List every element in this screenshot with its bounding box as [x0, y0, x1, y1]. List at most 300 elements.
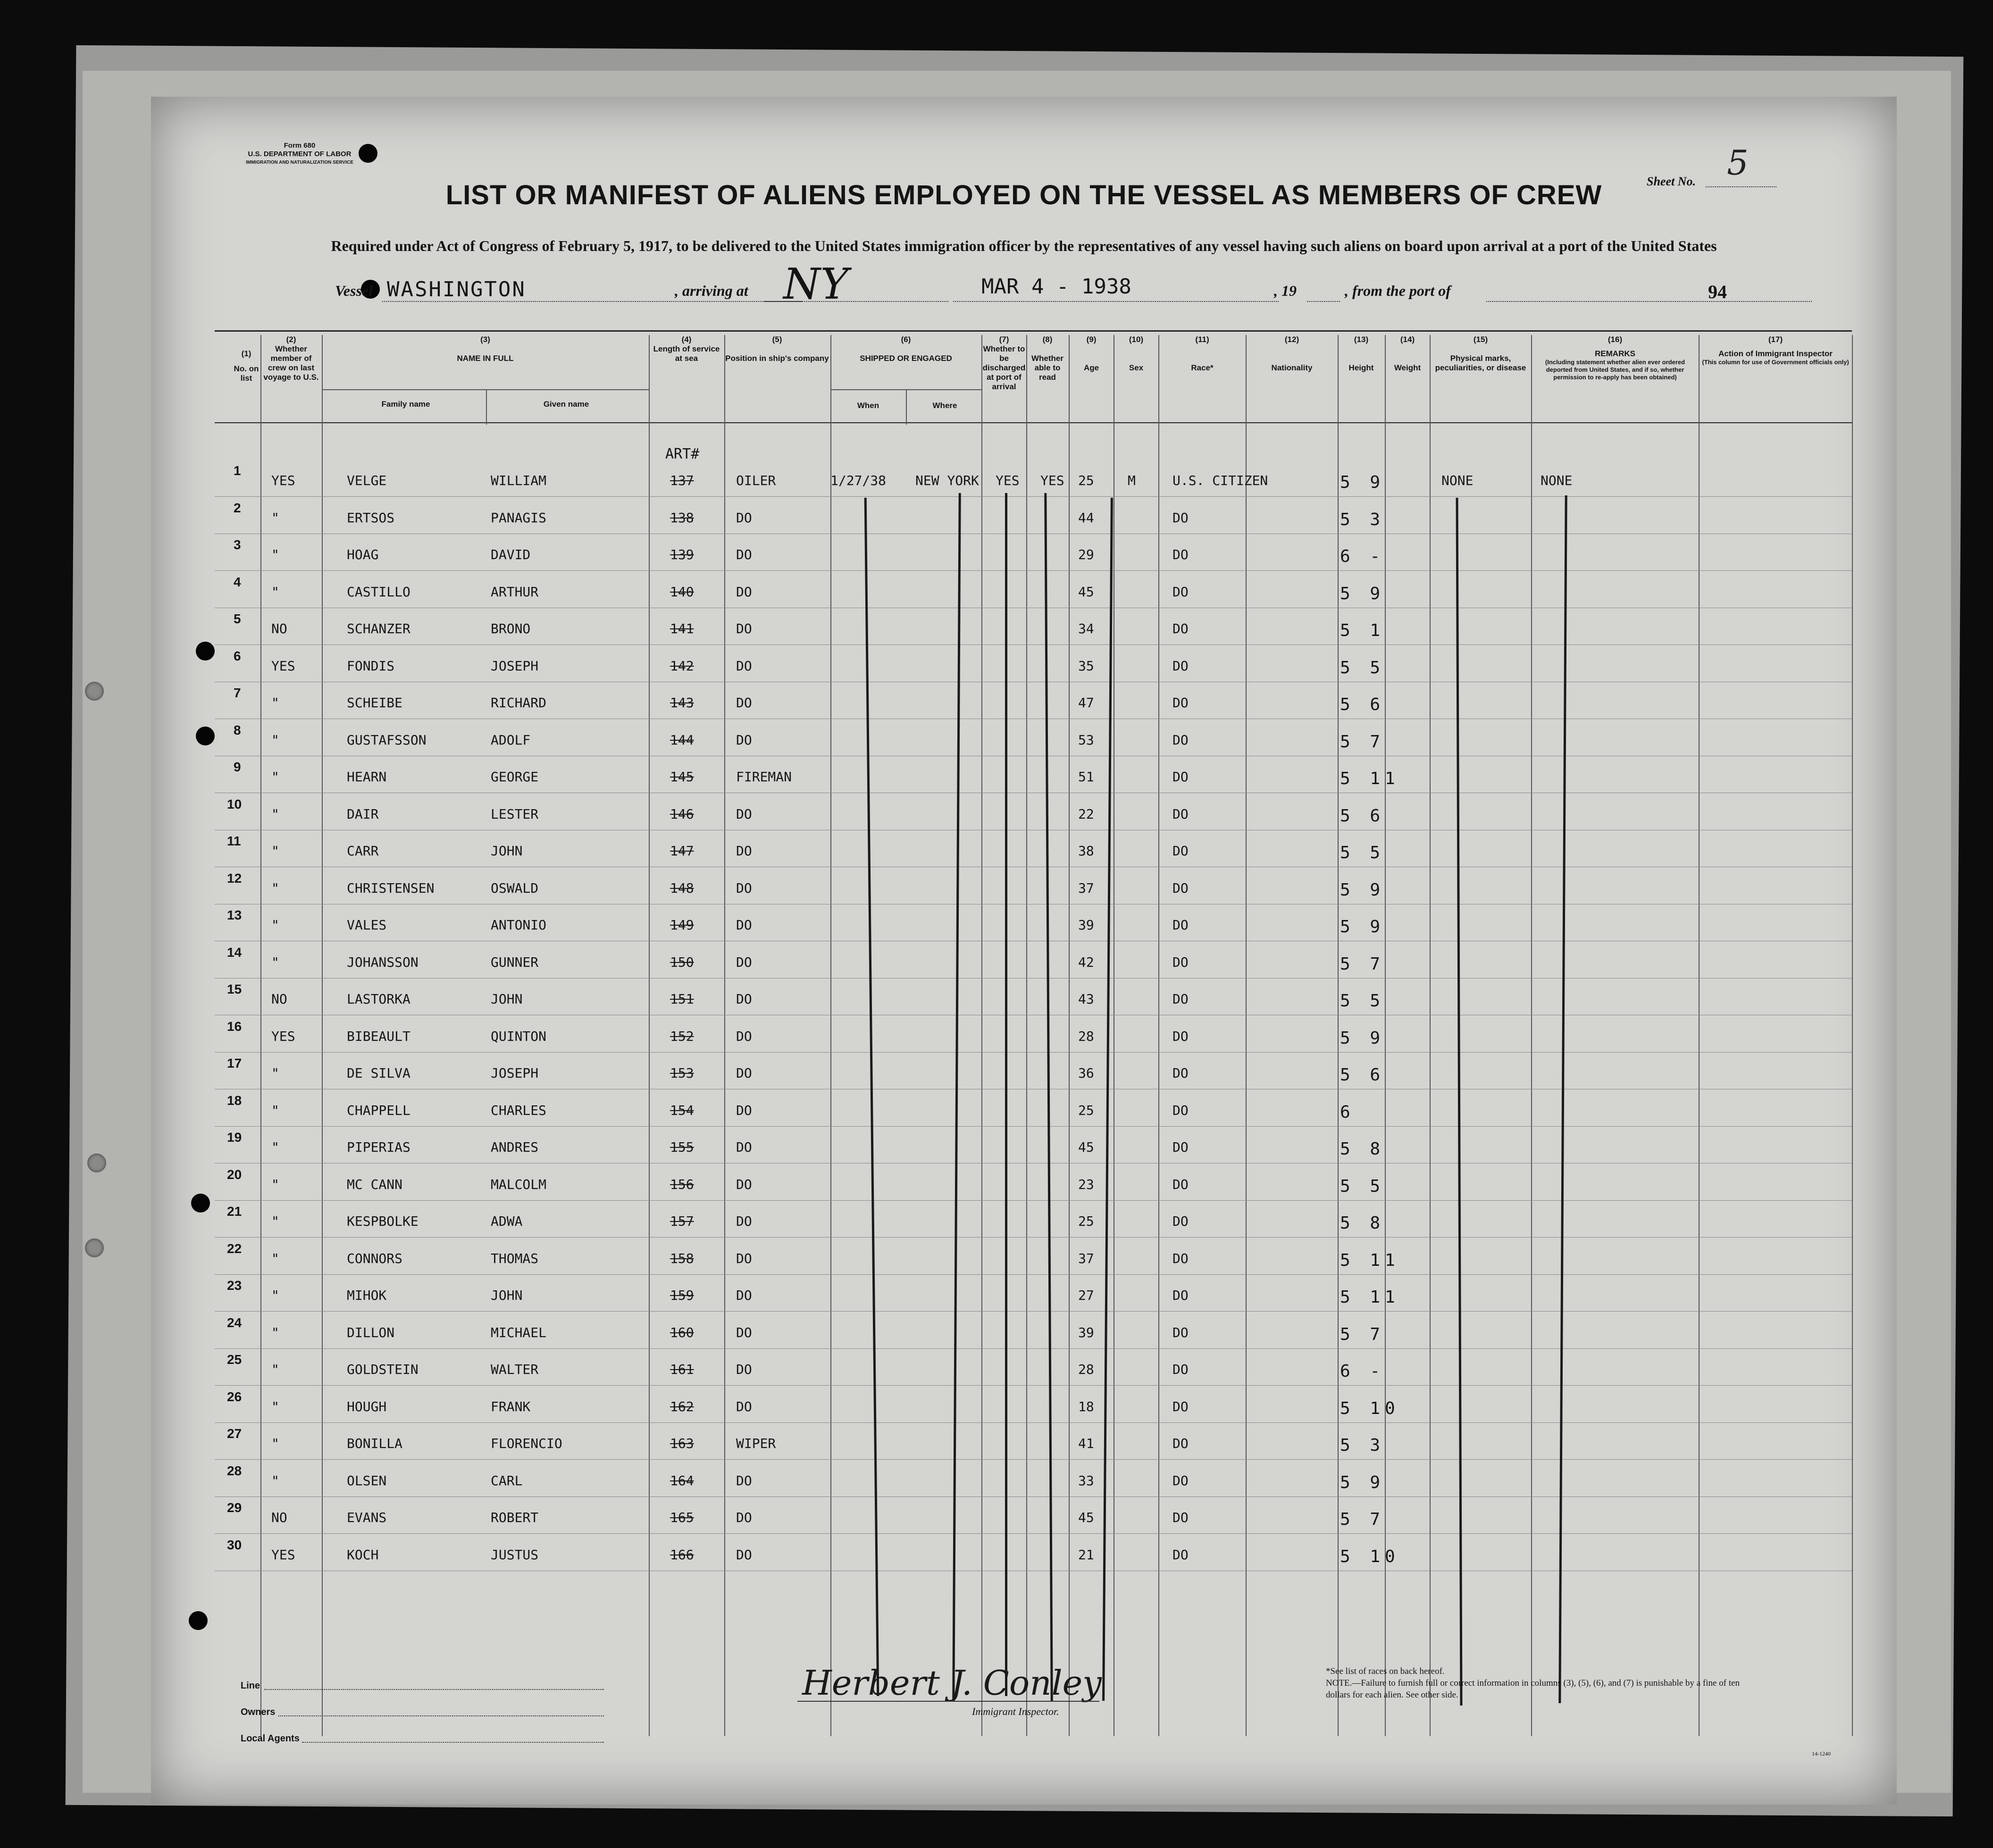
header-shipped-or-engaged: (6) SHIPPED OR ENGAGED: [860, 335, 952, 363]
position: WIPER: [736, 1436, 776, 1451]
table-row: [151, 500, 1897, 541]
header-race: (11) Race*: [1191, 335, 1214, 372]
table-row: [151, 908, 1897, 948]
header-physical-marks: (15) Physical marks, peculiarities, or disease: [1435, 335, 1526, 372]
age: 47: [1078, 695, 1094, 711]
given-name: GUNNER: [491, 954, 539, 970]
punch-hole: [87, 1154, 106, 1172]
age: 18: [1078, 1398, 1094, 1414]
table-row: [151, 982, 1897, 1022]
length-of-service: 161: [670, 1362, 694, 1377]
age: 33: [1078, 1472, 1094, 1488]
length-of-service: 150: [670, 954, 694, 970]
given-name: ADWA: [491, 1213, 523, 1229]
page-number: 94: [1708, 281, 1727, 302]
length-of-service: 149: [670, 917, 694, 933]
age: 39: [1078, 1324, 1094, 1340]
position: DO: [736, 880, 752, 896]
given-name: OSWALD: [491, 880, 539, 896]
height: 6 -: [1340, 1362, 1385, 1381]
table-row: [151, 574, 1897, 615]
table-row: [151, 1204, 1897, 1245]
position: DO: [736, 954, 752, 970]
art-label: ART#: [665, 446, 700, 462]
previous-voyage: ": [271, 1324, 279, 1340]
height: 5 5: [1340, 991, 1385, 1011]
race: DO: [1172, 1324, 1189, 1340]
row-number: 29: [227, 1500, 242, 1515]
previous-voyage: ": [271, 843, 279, 859]
family-name: LASTORKA: [347, 991, 410, 1007]
given-name: JUSTUS: [491, 1547, 539, 1563]
length-of-service: 140: [670, 584, 694, 600]
table-row: [151, 611, 1897, 652]
given-name: WALTER: [491, 1362, 539, 1377]
owners-field: [278, 1715, 604, 1716]
height: 5 5: [1340, 658, 1385, 677]
previous-voyage: YES: [271, 1028, 295, 1044]
position: FIREMAN: [736, 769, 792, 785]
row-number: 9: [234, 760, 241, 774]
age: 42: [1078, 954, 1094, 970]
family-name: CARR: [347, 843, 379, 859]
height: 6 -: [1340, 547, 1385, 566]
race: DO: [1172, 769, 1189, 785]
family-name: PIPERIAS: [347, 1139, 410, 1155]
length-of-service: 146: [670, 806, 694, 822]
table-row: [151, 834, 1897, 874]
age: 25: [1078, 1213, 1094, 1229]
row-number: 17: [227, 1056, 242, 1070]
length-of-service: 145: [670, 769, 694, 785]
row-number: 23: [227, 1278, 242, 1293]
header-length-of-service: (4) Length of service at sea: [653, 335, 720, 363]
header-able-to-read: (8) Whether able to read: [1031, 335, 1063, 382]
age: 38: [1078, 843, 1094, 859]
given-name: ROBERT: [491, 1510, 539, 1525]
age: 44: [1078, 510, 1094, 526]
given-name: ANDRES: [491, 1139, 539, 1155]
previous-voyage: NO: [271, 621, 287, 636]
position: DO: [736, 1398, 752, 1414]
previous-voyage: ": [271, 695, 279, 711]
position: DO: [736, 1472, 752, 1488]
position: DO: [736, 1139, 752, 1155]
position: DO: [736, 917, 752, 933]
table-row: [151, 1426, 1897, 1467]
height: 5 6: [1340, 1065, 1385, 1085]
length-of-service: 152: [670, 1028, 694, 1044]
form-identifier: [224, 142, 375, 167]
family-name: HOUGH: [347, 1398, 387, 1414]
inspector-label: Immigrant Inspector.: [972, 1706, 1059, 1717]
length-of-service: 143: [670, 695, 694, 711]
race: DO: [1172, 843, 1189, 859]
row-number: 11: [227, 834, 241, 848]
sheet-number: 5: [1727, 143, 1749, 183]
height: 5 8: [1340, 1213, 1385, 1233]
table-row: [151, 463, 1897, 504]
shipped-when: 1/27/38: [830, 473, 887, 488]
arrival-date: MAR 4 - 1938: [981, 275, 1131, 299]
footnote-penalty: NOTE.—Failure to furnish full or correct information in columns (3), (5), (6), and (7) is punishable by a fine of ten dollars for each alien. See other side.: [1326, 1678, 1740, 1700]
length-of-service: 164: [670, 1472, 694, 1488]
arriving-label: , arriving at: [675, 282, 748, 299]
family-name: GUSTAFSSON: [347, 732, 427, 748]
position: DO: [736, 621, 752, 636]
race: DO: [1172, 954, 1189, 970]
given-name: WILLIAM: [491, 473, 547, 488]
previous-voyage: ": [271, 732, 279, 748]
row-number: 7: [234, 686, 241, 700]
table-row: [151, 1463, 1897, 1504]
header-when: When: [857, 401, 879, 410]
previous-voyage: ": [271, 1398, 279, 1414]
height: 5 6: [1340, 695, 1385, 714]
height: 5 10: [1340, 1547, 1400, 1566]
table-row: [151, 1315, 1897, 1356]
age: 37: [1078, 1250, 1094, 1266]
table-row: [151, 796, 1897, 837]
previous-voyage: ": [271, 1213, 279, 1229]
family-name: DE SILVA: [347, 1065, 410, 1081]
row-number: 3: [234, 537, 241, 552]
position: DO: [736, 658, 752, 674]
owners-label: Owners: [241, 1707, 276, 1717]
name-subheader-divider: [486, 389, 487, 425]
given-name: GEORGE: [491, 769, 539, 785]
family-name: CONNORS: [347, 1250, 403, 1266]
age: 53: [1078, 732, 1094, 748]
position: DO: [736, 584, 752, 600]
family-name: BIBEAULT: [347, 1028, 410, 1044]
previous-voyage: ": [271, 806, 279, 822]
shipped-subheader-divider: [906, 389, 907, 425]
age: 23: [1078, 1176, 1094, 1192]
header-where: Where: [932, 401, 957, 410]
given-name: JOHN: [491, 991, 523, 1007]
race: DO: [1172, 1288, 1189, 1303]
table-row: [151, 870, 1897, 911]
previous-voyage: ": [271, 584, 279, 600]
length-of-service: 157: [670, 1213, 694, 1229]
previous-voyage: YES: [271, 1547, 295, 1563]
height: 5 5: [1340, 843, 1385, 862]
row-number: 21: [227, 1204, 242, 1219]
length-of-service: 147: [670, 843, 694, 859]
position: DO: [736, 1065, 752, 1081]
punch-hole: [85, 682, 104, 701]
row-number: 22: [227, 1241, 242, 1256]
given-name: LESTER: [491, 806, 539, 822]
race: DO: [1172, 695, 1189, 711]
given-name: FRANK: [491, 1398, 531, 1414]
row-number: 20: [227, 1167, 242, 1182]
given-name: ARTHUR: [491, 584, 539, 600]
previous-voyage: NO: [271, 1510, 287, 1525]
row-number: 13: [227, 908, 242, 922]
header-list-no: (1) No. on list: [234, 349, 259, 383]
length-of-service: 142: [670, 658, 694, 674]
row-number: 28: [227, 1463, 242, 1478]
previous-voyage: ": [271, 1250, 279, 1266]
height: 5 7: [1340, 732, 1385, 752]
position: OILER: [736, 473, 776, 488]
header-weight: (14) Weight: [1394, 335, 1421, 372]
physical-marks: NONE: [1441, 473, 1474, 488]
family-name: VELGE: [347, 473, 387, 488]
position: DO: [736, 1250, 752, 1266]
previous-voyage: ": [271, 1065, 279, 1081]
race: DO: [1172, 547, 1189, 562]
table-row: [151, 1537, 1897, 1578]
table-row: [151, 648, 1897, 689]
age: 34: [1078, 621, 1094, 636]
previous-voyage: ": [271, 917, 279, 933]
previous-voyage: ": [271, 1139, 279, 1155]
length-of-service: 137: [670, 473, 694, 488]
given-name: QUINTON: [491, 1028, 547, 1044]
race: DO: [1172, 1362, 1189, 1377]
length-of-service: 139: [670, 547, 694, 562]
row-number: 24: [227, 1315, 242, 1330]
age: 45: [1078, 1510, 1094, 1525]
position: DO: [736, 547, 752, 562]
height: 5 3: [1340, 1436, 1385, 1455]
age: 45: [1078, 1139, 1094, 1155]
height: 5 10: [1340, 1398, 1400, 1418]
header-remarks: (16) REMARKS (Including statement whether alien ever ordered deported from United States, and if so, whether permission to re-apply has been obtained): [1545, 335, 1685, 381]
row-number: 5: [234, 611, 241, 626]
age: 22: [1078, 806, 1094, 822]
race: DO: [1172, 584, 1189, 600]
height: 5 1: [1340, 621, 1385, 640]
vessel-info-row: [151, 259, 1897, 309]
length-of-service: 162: [670, 1398, 694, 1414]
height: 5 3: [1340, 510, 1385, 529]
age: 29: [1078, 547, 1094, 562]
age: 41: [1078, 1436, 1094, 1451]
position: DO: [736, 1362, 752, 1377]
table-row: [151, 1093, 1897, 1134]
year-line: [1307, 301, 1340, 302]
age: 25: [1078, 1102, 1094, 1118]
length-of-service: 138: [670, 510, 694, 526]
given-name: DAVID: [491, 547, 531, 562]
height: 5 9: [1340, 917, 1385, 937]
previous-voyage: ": [271, 1436, 279, 1451]
shipped-where: NEW YORK: [915, 473, 979, 488]
height: 5 11: [1340, 1250, 1400, 1270]
length-of-service: 156: [670, 1176, 694, 1192]
family-name: KOCH: [347, 1547, 379, 1563]
row-number: 18: [227, 1093, 242, 1108]
given-name: FLORENCIO: [491, 1436, 562, 1451]
length-of-service: 154: [670, 1102, 694, 1118]
family-name: CASTILLO: [347, 584, 410, 600]
row-number: 25: [227, 1352, 242, 1367]
row-number: 27: [227, 1426, 242, 1441]
table-row: [151, 1130, 1897, 1171]
table-row: [151, 1241, 1897, 1282]
department-name: U.S. DEPARTMENT OF LABOR: [248, 150, 352, 158]
signature-line: [797, 1701, 1099, 1702]
previous-voyage: YES: [271, 473, 295, 488]
length-of-service: 151: [670, 991, 694, 1007]
age: 28: [1078, 1028, 1094, 1044]
sex: M: [1128, 473, 1136, 488]
footnote-races: *See list of races on back hereof.: [1326, 1666, 1445, 1676]
previous-voyage: ": [271, 1288, 279, 1303]
race: DO: [1172, 806, 1189, 822]
race: DO: [1172, 991, 1189, 1007]
age: 43: [1078, 991, 1094, 1007]
table-row: [151, 1500, 1897, 1541]
previous-voyage: ": [271, 880, 279, 896]
arrival-date-line: [953, 301, 1279, 302]
race: DO: [1172, 1472, 1189, 1488]
header-family-name: Family name: [381, 400, 430, 409]
length-of-service: 144: [670, 732, 694, 748]
header-bottom-rule: [215, 422, 1852, 423]
position: DO: [736, 806, 752, 822]
service-name: IMMIGRATION AND NATURALIZATION SERVICE: [246, 160, 353, 165]
inspector-signature: Herbert J. Conley: [802, 1663, 1102, 1703]
local-agents-label: Local Agents: [241, 1733, 300, 1744]
form-code: 14-1240: [1812, 1750, 1831, 1757]
table-row: [151, 1167, 1897, 1208]
height: 5 6: [1340, 806, 1385, 826]
race: DO: [1172, 1250, 1189, 1266]
ditto-stroke: [1005, 493, 1007, 1696]
footnote: [1326, 1665, 1750, 1701]
name-subheader-rule: [322, 389, 649, 390]
race: DO: [1172, 1176, 1189, 1192]
age: 35: [1078, 658, 1094, 674]
header-age: (9) Age: [1083, 335, 1099, 372]
table-row: [151, 686, 1897, 726]
form-number: Form 680: [284, 142, 316, 150]
length-of-service: 148: [670, 880, 694, 896]
previous-voyage: ": [271, 1102, 279, 1118]
height: 5 7: [1340, 1324, 1385, 1344]
height: 5 8: [1340, 1139, 1385, 1159]
race: DO: [1172, 1213, 1189, 1229]
height: 5 11: [1340, 769, 1400, 788]
race: DO: [1172, 1139, 1189, 1155]
table-row: [151, 945, 1897, 986]
race: DO: [1172, 1510, 1189, 1525]
previous-voyage: NO: [271, 991, 287, 1007]
given-name: BRONO: [491, 621, 531, 636]
race: DO: [1172, 658, 1189, 674]
position: DO: [736, 1213, 752, 1229]
given-name: JOHN: [491, 1288, 523, 1303]
row-number: 19: [227, 1130, 242, 1145]
length-of-service: 166: [670, 1547, 694, 1563]
family-name: SCHANZER: [347, 621, 410, 636]
race: DO: [1172, 1102, 1189, 1118]
given-name: MICHAEL: [491, 1324, 547, 1340]
sheet-number-label: Sheet No.: [1647, 175, 1696, 188]
previous-voyage: ": [271, 547, 279, 562]
family-name: GOLDSTEIN: [347, 1362, 419, 1377]
previous-voyage: ": [271, 769, 279, 785]
given-name: CARL: [491, 1472, 523, 1488]
family-name: SCHEIBE: [347, 695, 403, 711]
position: DO: [736, 1288, 752, 1303]
row-number: 14: [227, 945, 242, 960]
table-row: [151, 1352, 1897, 1393]
race: DO: [1172, 1028, 1189, 1044]
position: DO: [736, 732, 752, 748]
row-number: 1: [234, 463, 241, 478]
previous-voyage: ": [271, 1362, 279, 1377]
remarks: NONE: [1541, 473, 1573, 488]
previous-voyage: ": [271, 954, 279, 970]
position: DO: [736, 510, 752, 526]
position: DO: [736, 991, 752, 1007]
family-name: DILLON: [347, 1324, 395, 1340]
row-number: 15: [227, 982, 242, 996]
length-of-service: 163: [670, 1436, 694, 1451]
given-name: JOSEPH: [491, 1065, 539, 1081]
family-name: DAIR: [347, 806, 379, 822]
year-label: , 19: [1274, 282, 1297, 299]
height: 5 7: [1340, 1510, 1385, 1529]
length-of-service: 159: [670, 1288, 694, 1303]
vessel-label: Vessel: [335, 282, 373, 299]
arriving-port: NY: [783, 259, 849, 309]
table-row: [151, 1056, 1897, 1096]
given-name: THOMAS: [491, 1250, 539, 1266]
age: 36: [1078, 1065, 1094, 1081]
row-number: 8: [234, 722, 241, 737]
table-row: [151, 1389, 1897, 1430]
position: DO: [736, 695, 752, 711]
previous-voyage: ": [271, 1472, 279, 1488]
position: DO: [736, 1547, 752, 1563]
page-subtitle: Required under Act of Congress of February 5, 1917, to be delivered to the United States immigration officer by the representatives of any vessel having such aliens on board upon arrival at a port of the United States: [331, 237, 1717, 254]
family-name: VALES: [347, 917, 387, 933]
age: 28: [1078, 1362, 1094, 1377]
row-number: 10: [227, 796, 242, 811]
race: DO: [1172, 1436, 1189, 1451]
row-number: 2: [234, 500, 241, 515]
family-name: HEARN: [347, 769, 387, 785]
age: 37: [1078, 880, 1094, 896]
family-name: MIHOK: [347, 1288, 387, 1303]
table-row: [151, 722, 1897, 763]
table-row: [151, 537, 1897, 578]
length-of-service: 160: [670, 1324, 694, 1340]
race: DO: [1172, 621, 1189, 636]
punch-hole: [85, 1238, 104, 1257]
race: DO: [1172, 917, 1189, 933]
race: DO: [1172, 880, 1189, 896]
vessel-name: WASHINGTON: [387, 277, 526, 301]
local-agents-field: [302, 1742, 604, 1743]
header-top-rule: [215, 330, 1852, 332]
length-of-service: 153: [670, 1065, 694, 1081]
able-to-read: YES: [1040, 473, 1064, 488]
header-nationality: (12) Nationality: [1271, 335, 1313, 372]
discharge-flag: YES: [996, 473, 1020, 488]
manifest-sheet: [151, 97, 1897, 1805]
family-name: EVANS: [347, 1510, 387, 1525]
height: 5 9: [1340, 880, 1385, 900]
given-name: PANAGIS: [491, 510, 547, 526]
